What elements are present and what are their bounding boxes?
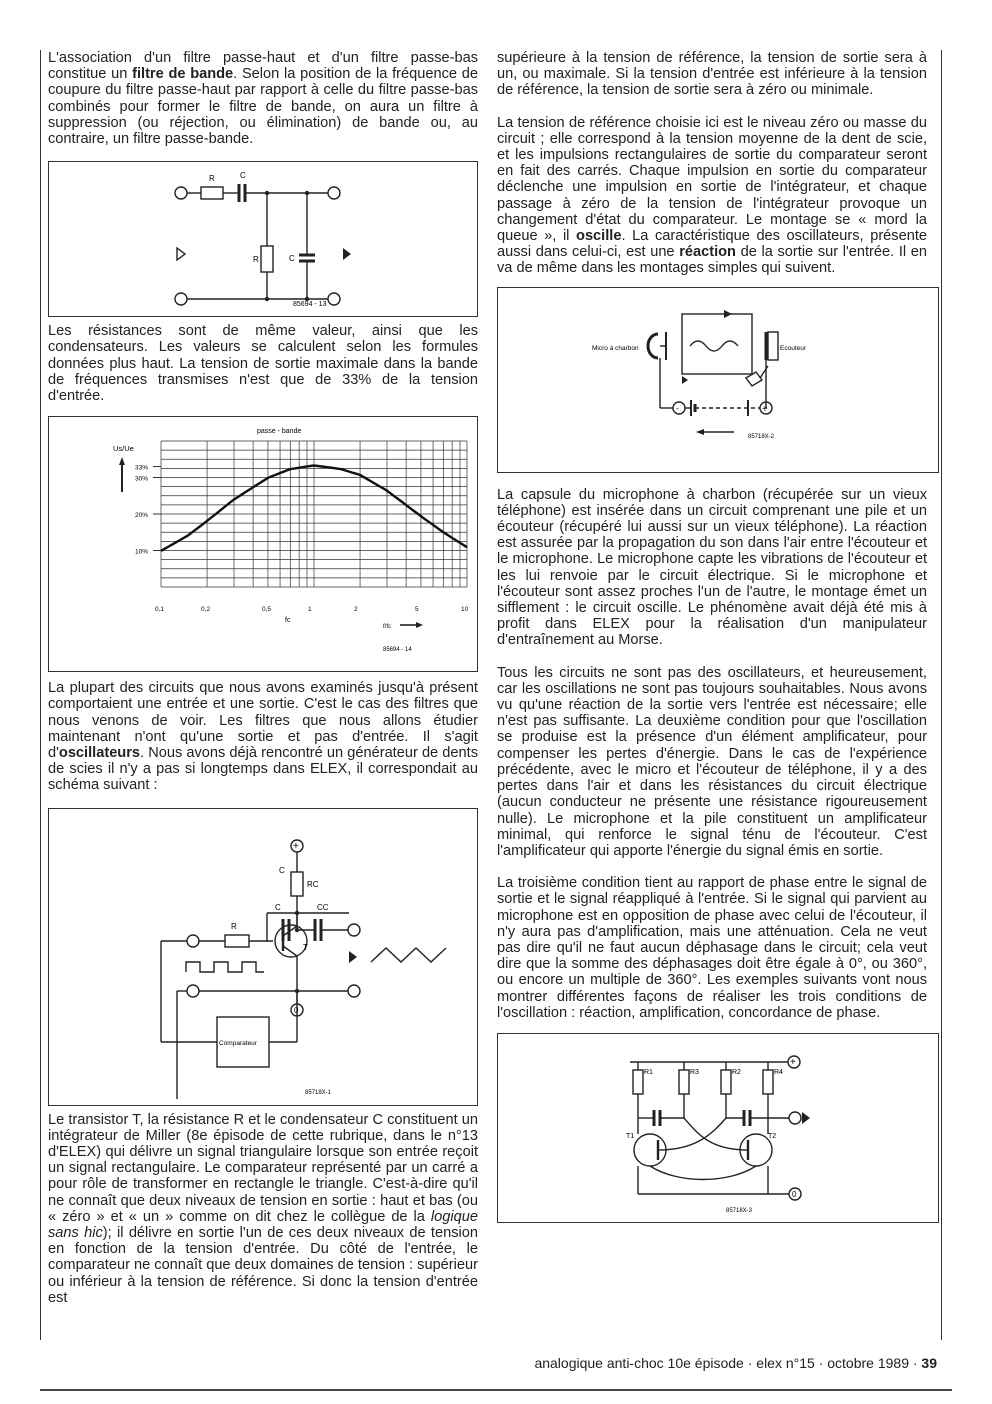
x-tick-label: 2 [354, 606, 358, 614]
y-tick-label: 10% [135, 548, 149, 556]
sound-arrow-icon [724, 310, 732, 318]
paragraph-oscillateurs: La plupart des circuits que nous avons examinés jusqu'à présent comportaient une entrée et une sortie. C'est le cas des filtres que nous venons de voir. Les filtres que nous allons étudier maintenant n'ont qu'une sortie et pas d'entrée. Il s'agit d'oscillateurs. Nous avons déjà rencontré un générateur de dents de scies il n'y a pas si longtemps dans ELEX, il correspondait au schéma suivant : [48, 680, 478, 794]
chart-ylabel: Us/Ue [113, 444, 134, 454]
label-r2: R2 [732, 1068, 741, 1076]
paragraph-conditions-oscillation: Tous les circuits ne sont pas des oscillateurs, et heureusement, car les oscillations ne sont pas toujours souhaitables. Nous avons vu qu'une réaction de la sortie vers l'entrée est nécessaire; elle n'est pas suffisante. La deuxième condition pour que l'oscillation se produise est la présence d'un élément amplificateur, pour compenser les pertes d'énergie. Dans le cas de l'expérience précédente, avec le micro et l'écouteur de téléphone, il y a des pertes dans l'air et dans les résistances du circuit électrique (aucun conducteur ne présente une résistance rigoureusement nulle). Le microphone et la pile constituent un amplificateur minimal, qui renforce le signal ténu de l'écouteur. C'est l'amplificateur qui apporte l'énergie du signal émis en sortie. [497, 664, 927, 859]
plus-terminal-label: + [790, 1056, 796, 1068]
page-footer: analogique anti-choc 10e épisode · elex n°15 · octobre 1989 · 39 [534, 1355, 937, 1371]
label-cc: CC [317, 902, 329, 912]
junction-dot [305, 191, 309, 195]
microphone-schematic [498, 288, 938, 472]
minus-terminal-label: - [676, 403, 679, 413]
paragraph-filtre-de-bande: L'association d'un filtre passe-haut et d'un filtre passe-bas constitue un filtre de bande. Selon la position de la fréquence de coupure du filtre passe-haut par rapport à celle du filtre passe-bas combinés pour former le filtre de bande, on aura un filtre à suppression (ou réjection, ou élimination) de bande ou, au contraire, un filtre passe-bande. [48, 50, 478, 148]
sawtooth-schematic [49, 809, 477, 1105]
x-tick-label: 1 [308, 606, 312, 614]
output-arrow-icon [343, 248, 351, 260]
figure-bandpass-chart [48, 416, 478, 672]
label-r: R [231, 921, 237, 931]
x-tick-label: 0,5 [261, 606, 271, 614]
figure-code: 85694 - 14 [383, 647, 412, 654]
y-tick-label: 33% [135, 464, 149, 472]
y-tick-label: 30% [135, 475, 149, 483]
chart-title: passe - bande [257, 428, 302, 436]
label-rc: RC [307, 879, 319, 889]
figure-microphone-circuit [497, 287, 939, 473]
junction-dot [295, 988, 299, 992]
junction-dot [295, 910, 299, 914]
right-column [497, 50, 927, 1223]
paragraph-tension-reference: La tension de référence choisie ici est le niveau zéro ou masse du circuit ; elle correspond à la tension moyenne de la dent de scie, et les impulsions rectangulaires de sortie du comparateur seront en fait des carrés. Chaque impulsion en sortie du comparateur déclenche une impulsion en sortie de l'intégrateur, et chaque passage à zéro de la tension de l'intégrateur provoque un changement d'état du comparateur. Le montage se « mord la queue », il oscille. La caractéristique des oscillateurs, présente aussi dans celui-ci, est une réaction de la sortie sur l'entrée. Il en va de même dans les montages simples qui suivent. [497, 114, 928, 277]
paragraph-capsule-microphone: La capsule du microphone à charbon (récupérée sur un vieux téléphone) est insérée dans un circuit comprenant une pile et un écouteur (récupéré lui aussi sur un vieux téléphone). La réaction est assurée par la propagation du son dans l'air entre l'écouteur et le microphone. Le microphone capte les vibrations de l'écouteur et les lui renvoie par le circuit électrique. Si le microphone et l'écouteur sont assez proches l'un de l'autre, le montage émet un sifflement : le circuit oscille. Le phénomène avait déjà été mis à profit dans ELEX pour la réalisation d'un manipulateur d'entraînement au Morse. [497, 486, 927, 649]
x-tick-label: 5 [414, 606, 419, 614]
label-t: T [303, 942, 308, 952]
figure-multivibrator [497, 1033, 939, 1223]
x-tick-label: 0,1 [155, 606, 165, 614]
ground-terminal-label: 0 [792, 1189, 797, 1199]
label-c: C [275, 902, 281, 912]
label-r2: R [253, 255, 259, 265]
label-c: C [240, 171, 246, 181]
plus-terminal-label: + [293, 840, 299, 852]
figure-sawtooth-generator [48, 808, 478, 1106]
figure-code: 85694 - 13 [293, 301, 327, 309]
left-column-rule [40, 50, 41, 1340]
paragraph-suite-comparateur: supérieure à la tension de référence, la tension de sortie sera à un, ou maximale. Si la tension d'entrée est inférieure à la tension de référence, la tension de sortie sera à zéro ou minimale. [497, 50, 927, 99]
figure-code: 85718X-1 [305, 1089, 332, 1096]
label-r: R [209, 174, 215, 184]
label-c-top: C [279, 865, 285, 875]
figure-code: 85718X-3 [726, 1207, 753, 1214]
label-c2: C [289, 254, 295, 264]
left-column [48, 50, 478, 1322]
ground-terminal-label: 0 [294, 1005, 299, 1015]
band-filter-schematic [49, 162, 477, 316]
paragraph-resistances: Les résistances sont de même valeur, ainsi que les condensateurs. Les valeurs se calculent selon les formules données plus haut. La tension de sortie maximale dans la bande de fréquences transmises n'est que de 33% de la tension d'entrée. [48, 323, 478, 405]
feedback-arrow-icon [696, 429, 704, 435]
figure-code: 85718X-2 [748, 433, 775, 440]
x-axis-arrow-icon [416, 622, 423, 628]
junction-dot [265, 191, 269, 195]
junction-dot [265, 297, 269, 301]
right-column-rule [941, 50, 942, 1340]
fc-label: fc [285, 617, 291, 625]
x-axis-unit: f/fc [383, 624, 392, 631]
comparator-label: Comparateur [219, 1039, 257, 1047]
output-arrow-icon [802, 1112, 810, 1124]
multivibrator-schematic [498, 1034, 938, 1222]
junction-dot [295, 927, 299, 931]
label-r4: R4 [774, 1068, 783, 1076]
bottom-rule [40, 1389, 952, 1391]
microphone-label: Micro à charbon [592, 344, 639, 352]
earphone-label: Ecouteur [780, 344, 807, 352]
x-tick-label: 10 [461, 606, 469, 614]
label-t2: T2 [768, 1132, 777, 1140]
sound-arrow-icon-2 [682, 376, 688, 384]
label-r1: R1 [644, 1068, 653, 1076]
label-r3: R3 [690, 1068, 699, 1076]
figure-band-filter-circuit [48, 161, 478, 317]
label-t1: T1 [626, 1132, 635, 1140]
x-tick-label: 0,2 [201, 606, 211, 614]
paragraph-rapport-phase: La troisième condition tient au rapport de phase entre le signal de sortie et le signal réappliqué à l'entrée. Si le signal qui parvient au microphone est en opposition de phase avec celui de l'écouteur, il n'y aura pas d'amplification, mais une atténuation. Cela ne veut pas dire qu'il ne faut aucun déphasage dans le circuit; cela veut dire que la somme des déphasages doit être égale à 0°, ou 360°, ou encore un multiple de 360°. Les exemples suivants vont nous montrer différentes façons de réaliser les trois conditions de l'oscillation : réaction, amplification, concordance de phase. [497, 875, 927, 1021]
bandpass-chart-svg [49, 417, 477, 671]
y-tick-label: 20% [135, 512, 149, 520]
output-arrow-icon [349, 951, 357, 963]
paragraph-transistor: Le transistor T, la résistance R et le condensateur C constituent un intégrateur de Miller (8e épisode de cette rubrique, dans le n°13 d'ELEX) qui délivre un signal triangulaire lorsque son entrée reçoit un signal rectangulaire. Le comparateur représenté par un carré a pour rôle de transformer en rectangle le triangle. C'est-à-dire qu'il ne connaît que deux niveaux de tension en sortie : haut et bas (ou « zéro » et « un » comme on dit chez le collègue de la logique sans hic); il délivre en sortie l'un de ces deux niveaux de tension en fonction de la tension d'entrée. Du côté de l'entrée, le comparateur ne connaît que deux domaines de tension : supérieur ou inférieur à la tension de référence. Si donc la tension d'entrée est [48, 1111, 478, 1306]
plus-terminal-label: + [762, 403, 768, 415]
